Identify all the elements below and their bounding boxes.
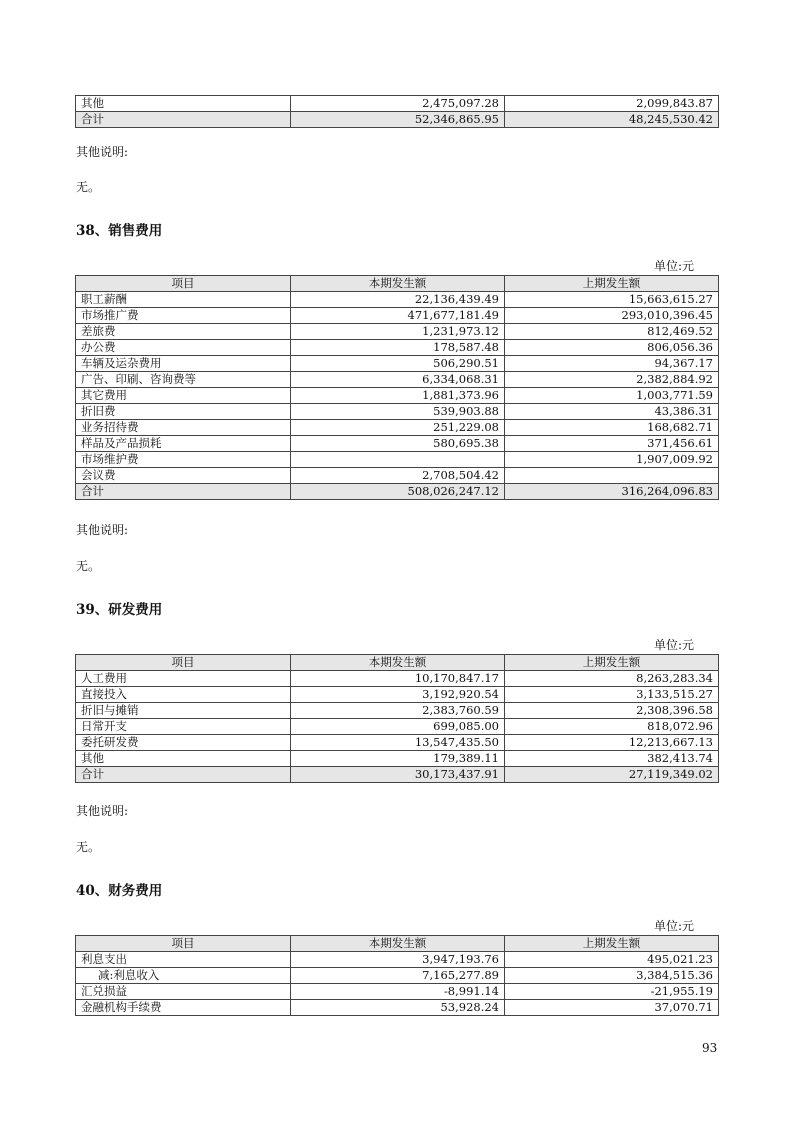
row-prior: 316,264,096.83 <box>505 484 719 500</box>
row-current: 179,389.11 <box>291 751 505 767</box>
table-row <box>76 452 719 468</box>
table-row-total <box>76 767 719 783</box>
row-prior <box>505 468 719 484</box>
table-row-total <box>76 484 719 500</box>
table-row <box>76 292 719 308</box>
table-row <box>76 984 719 1000</box>
table-row <box>76 356 719 372</box>
row-item: 其他 <box>76 96 291 112</box>
note-label: 其他说明: <box>76 804 129 818</box>
table-row <box>76 436 719 452</box>
row-item: 利息支出 <box>76 952 291 968</box>
row-current: 22,136,439.49 <box>291 292 505 308</box>
row-current: 2,475,097.28 <box>291 96 505 112</box>
row-item: 直接投入 <box>76 687 291 703</box>
row-current: 7,165,277.89 <box>291 968 505 984</box>
table-header <box>76 276 719 292</box>
table-row-total <box>76 112 719 128</box>
row-prior: -21,955.19 <box>505 984 719 1000</box>
row-item: 合计 <box>76 112 291 128</box>
section-title-39: 39、研发费用 <box>76 602 163 618</box>
table-row <box>76 308 719 324</box>
row-prior: 15,663,615.27 <box>505 292 719 308</box>
unit-label: 单位:元 <box>654 259 695 273</box>
row-prior: 495,021.23 <box>505 952 719 968</box>
table-row <box>76 388 719 404</box>
row-prior: 94,367.17 <box>505 356 719 372</box>
unit-label: 单位:元 <box>654 919 695 933</box>
row-current: 508,026,247.12 <box>291 484 505 500</box>
table-row <box>76 952 719 968</box>
table-row <box>76 372 719 388</box>
table-row <box>76 340 719 356</box>
row-prior: 1,003,771.59 <box>505 388 719 404</box>
top-table <box>75 95 719 128</box>
table-row <box>76 687 719 703</box>
row-current: 13,547,435.50 <box>291 735 505 751</box>
row-current: 1,881,373.96 <box>291 388 505 404</box>
row-item: 差旅费 <box>76 324 291 340</box>
row-item: 职工薪酬 <box>76 292 291 308</box>
row-item: 样品及产品损耗 <box>76 436 291 452</box>
row-item: 市场维护费 <box>76 452 291 468</box>
row-item: 合计 <box>76 767 291 783</box>
note-value: 无。 <box>76 180 101 194</box>
row-current: 251,229.08 <box>291 420 505 436</box>
row-current: 471,677,181.49 <box>291 308 505 324</box>
row-item: 合计 <box>76 484 291 500</box>
row-current: -8,991.14 <box>291 984 505 1000</box>
row-prior: 1,907,009.92 <box>505 452 719 468</box>
note-value: 无。 <box>76 559 101 573</box>
row-current: 52,346,865.95 <box>291 112 505 128</box>
table-row <box>76 420 719 436</box>
row-prior: 48,245,530.42 <box>505 112 719 128</box>
row-item: 日常开支 <box>76 719 291 735</box>
row-item: 折旧与摊销 <box>76 703 291 719</box>
table-row <box>76 968 719 984</box>
header-prior: 上期发生额 <box>505 276 719 292</box>
row-prior: 382,413.74 <box>505 751 719 767</box>
row-item: 其他 <box>76 751 291 767</box>
row-prior: 3,384,515.36 <box>505 968 719 984</box>
header-item: 项目 <box>76 276 291 292</box>
header-current: 本期发生额 <box>291 936 505 952</box>
row-current <box>291 452 505 468</box>
header-prior: 上期发生额 <box>505 936 719 952</box>
row-item: 其它费用 <box>76 388 291 404</box>
row-item: 折旧费 <box>76 404 291 420</box>
row-current: 178,587.48 <box>291 340 505 356</box>
row-item: 广告、印刷、咨询费等 <box>76 372 291 388</box>
section-title-38: 38、销售费用 <box>76 223 163 239</box>
table-row <box>76 735 719 751</box>
note-value: 无。 <box>76 840 101 854</box>
note-label: 其他说明: <box>76 523 129 537</box>
row-current: 539,903.88 <box>291 404 505 420</box>
row-prior: 3,133,515.27 <box>505 687 719 703</box>
row-prior: 818,072.96 <box>505 719 719 735</box>
row-item: 减:利息收入 <box>76 968 291 984</box>
row-prior: 2,308,396.58 <box>505 703 719 719</box>
row-item: 人工费用 <box>76 671 291 687</box>
row-current: 30,173,437.91 <box>291 767 505 783</box>
page-number: 93 <box>702 1041 718 1055</box>
row-prior: 8,263,283.34 <box>505 671 719 687</box>
row-prior: 371,456.61 <box>505 436 719 452</box>
row-current: 506,290.51 <box>291 356 505 372</box>
header-item: 项目 <box>76 936 291 952</box>
sales-expense-table <box>75 275 719 500</box>
header-prior: 上期发生额 <box>505 655 719 671</box>
row-current: 2,708,504.42 <box>291 468 505 484</box>
row-prior: 806,056.36 <box>505 340 719 356</box>
row-prior: 2,382,884.92 <box>505 372 719 388</box>
table-row <box>76 751 719 767</box>
row-item: 办公费 <box>76 340 291 356</box>
header-current: 本期发生额 <box>291 655 505 671</box>
table-row <box>76 671 719 687</box>
row-current: 699,085.00 <box>291 719 505 735</box>
table-row <box>76 703 719 719</box>
row-item: 委托研发费 <box>76 735 291 751</box>
row-current: 3,192,920.54 <box>291 687 505 703</box>
row-prior: 43,386.31 <box>505 404 719 420</box>
row-current: 1,231,973.12 <box>291 324 505 340</box>
header-item: 项目 <box>76 655 291 671</box>
row-item: 汇兑损益 <box>76 984 291 1000</box>
row-item: 业务招待费 <box>76 420 291 436</box>
row-prior: 12,213,667.13 <box>505 735 719 751</box>
table-row <box>76 404 719 420</box>
header-current: 本期发生额 <box>291 276 505 292</box>
row-current: 2,383,760.59 <box>291 703 505 719</box>
table-row <box>76 96 719 112</box>
unit-label: 单位:元 <box>654 638 695 652</box>
row-item: 金融机构手续费 <box>76 1000 291 1016</box>
table-row <box>76 324 719 340</box>
rd-expense-table <box>75 654 719 783</box>
row-item: 车辆及运杂费用 <box>76 356 291 372</box>
row-prior: 2,099,843.87 <box>505 96 719 112</box>
table-header <box>76 655 719 671</box>
row-prior: 27,119,349.02 <box>505 767 719 783</box>
note-label: 其他说明: <box>76 145 129 159</box>
row-current: 10,170,847.17 <box>291 671 505 687</box>
row-current: 580,695.38 <box>291 436 505 452</box>
row-prior: 812,469.52 <box>505 324 719 340</box>
row-item: 市场推广费 <box>76 308 291 324</box>
row-prior: 37,070.71 <box>505 1000 719 1016</box>
table-header <box>76 936 719 952</box>
section-title-40: 40、财务费用 <box>76 883 163 899</box>
table-row <box>76 719 719 735</box>
row-item: 会议费 <box>76 468 291 484</box>
table-row <box>76 1000 719 1016</box>
finance-expense-table <box>75 935 719 1016</box>
row-prior: 293,010,396.45 <box>505 308 719 324</box>
row-prior: 168,682.71 <box>505 420 719 436</box>
row-current: 6,334,068.31 <box>291 372 505 388</box>
row-current: 3,947,193.76 <box>291 952 505 968</box>
row-current: 53,928.24 <box>291 1000 505 1016</box>
table-row <box>76 468 719 484</box>
